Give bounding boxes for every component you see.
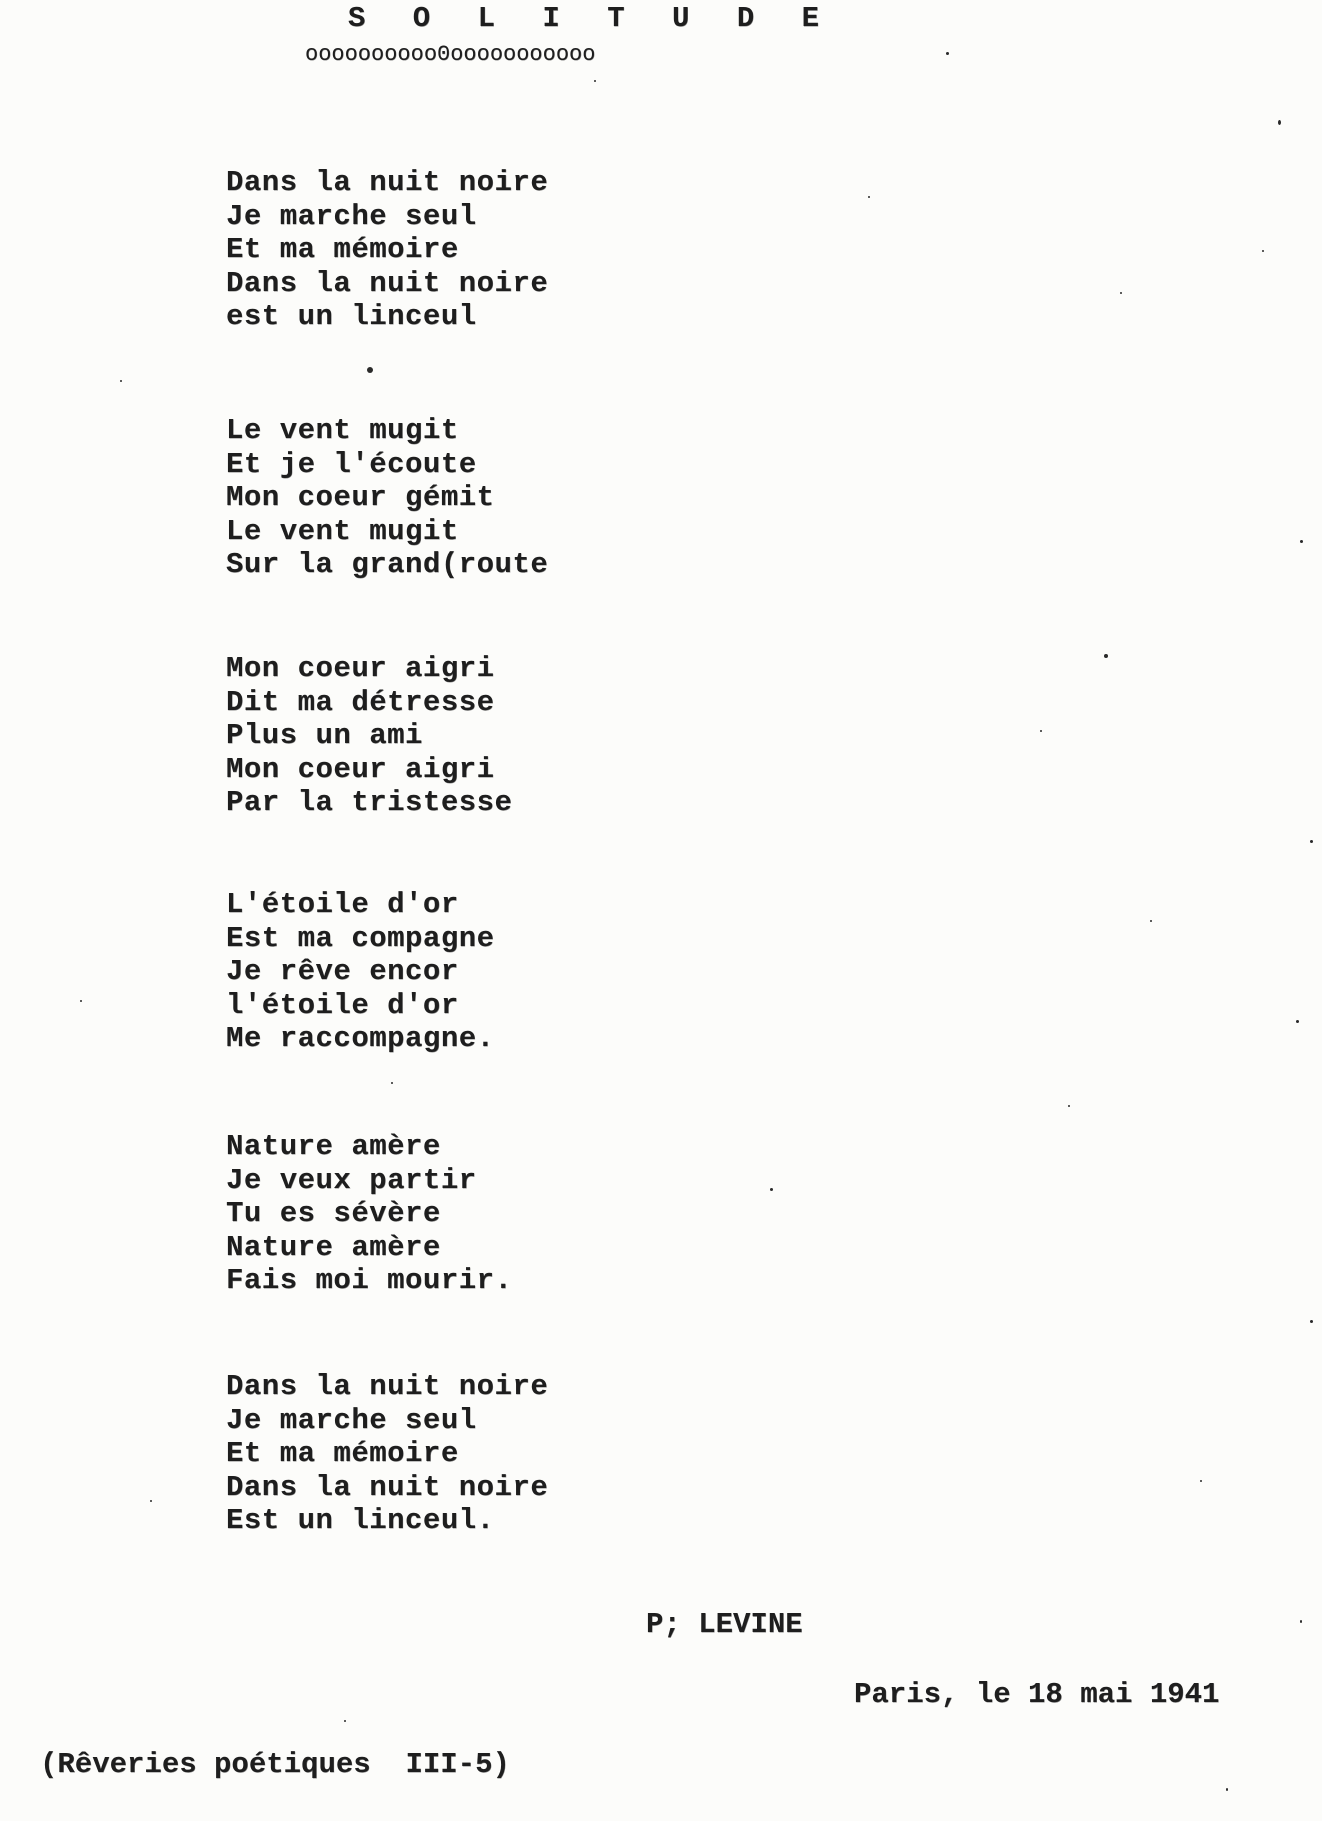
ink-speck — [1040, 730, 1042, 732]
stanza-line: Dans la nuit noire — [226, 1470, 549, 1504]
stanza-line: Mon coeur aigri — [226, 752, 495, 786]
ink-speck — [1150, 920, 1152, 922]
stanza-6 — [226, 1370, 548, 1538]
collection-reference: (Rêveries poétiques III-5) — [40, 1748, 510, 1781]
stanza-line: Plus un ami — [226, 719, 423, 753]
ink-speck — [344, 1720, 346, 1722]
ink-speck — [1120, 292, 1122, 294]
place-and-date: Paris, le 18 mai 1941 — [854, 1678, 1220, 1711]
stanza-line: Tu es sévère — [226, 1197, 441, 1231]
ink-speck — [1300, 540, 1303, 543]
stanza-line: Dans la nuit noire — [226, 266, 549, 300]
stanza-line: Par la tristesse — [226, 786, 513, 820]
ink-speck — [770, 1188, 773, 1191]
stanza-line: Me raccompagne. — [226, 1022, 495, 1056]
stanza-line: Et ma mémoire — [226, 1437, 459, 1471]
stanza-2 — [226, 414, 548, 582]
stanza-line: Et je l'écoute — [226, 447, 477, 481]
stanza-4 — [226, 888, 495, 1056]
stanza-line: Je rêve encor — [226, 955, 459, 989]
ink-speck — [1300, 1620, 1302, 1623]
ink-speck — [1104, 654, 1108, 658]
stanza-line: Est ma compagne — [226, 921, 495, 955]
ink-speck — [1278, 120, 1281, 125]
ink-speck — [80, 1000, 82, 1002]
stanza-line: L'étoile d'or — [226, 888, 459, 921]
ink-speck — [150, 1500, 152, 1502]
stanza-line: Je veux partir — [226, 1163, 477, 1197]
stanza-line: Je marche seul — [226, 1403, 477, 1437]
ink-speck — [946, 52, 949, 55]
stanza-line: Le vent mugit — [226, 414, 459, 447]
stanza-line: Est un linceul. — [226, 1504, 495, 1538]
stanza-line: Je marche seul — [226, 199, 477, 233]
ink-speck — [1310, 1320, 1313, 1323]
ink-speck — [120, 380, 122, 382]
ink-speck — [1296, 1020, 1299, 1023]
stanza-line: est un linceul — [226, 300, 477, 334]
stanza-3 — [226, 652, 512, 820]
stanza-line: Le vent mugit — [226, 514, 459, 548]
stanza-line: Mon coeur gémit — [226, 481, 495, 515]
stanza-line: l'étoile d'or — [226, 988, 459, 1022]
ink-speck — [1310, 840, 1313, 843]
stanza-5 — [226, 1130, 512, 1298]
stanza-line: Mon coeur aigri — [226, 652, 495, 685]
stanza-line: Dans la nuit noire — [226, 1370, 549, 1403]
ink-speck — [1226, 1788, 1228, 1791]
stanza-1 — [226, 166, 548, 334]
stanza-line: Sur la grand(route — [226, 548, 549, 582]
stanza-line: Et ma mémoire — [226, 233, 459, 267]
ink-speck — [1200, 1480, 1202, 1482]
ink-speck — [868, 196, 870, 198]
ink-speck — [594, 80, 596, 82]
stanza-line: Dans la nuit noire — [226, 166, 549, 199]
author-signature: P; LEVINE — [646, 1608, 803, 1641]
stanza-line: Nature amère — [226, 1230, 441, 1264]
ink-speck — [1068, 1105, 1070, 1107]
poem-title: S O L I T U D E — [348, 2, 835, 35]
stanza-line: Fais moi mourir. — [226, 1264, 513, 1298]
ink-speck — [1262, 250, 1264, 252]
title-underline-rule: oooooooooo0ooooooooooo — [305, 42, 596, 67]
stanza-line: Nature amère — [226, 1130, 441, 1163]
ink-speck — [367, 367, 373, 373]
stanza-line: Dit ma détresse — [226, 685, 495, 719]
ink-speck — [391, 1082, 393, 1084]
